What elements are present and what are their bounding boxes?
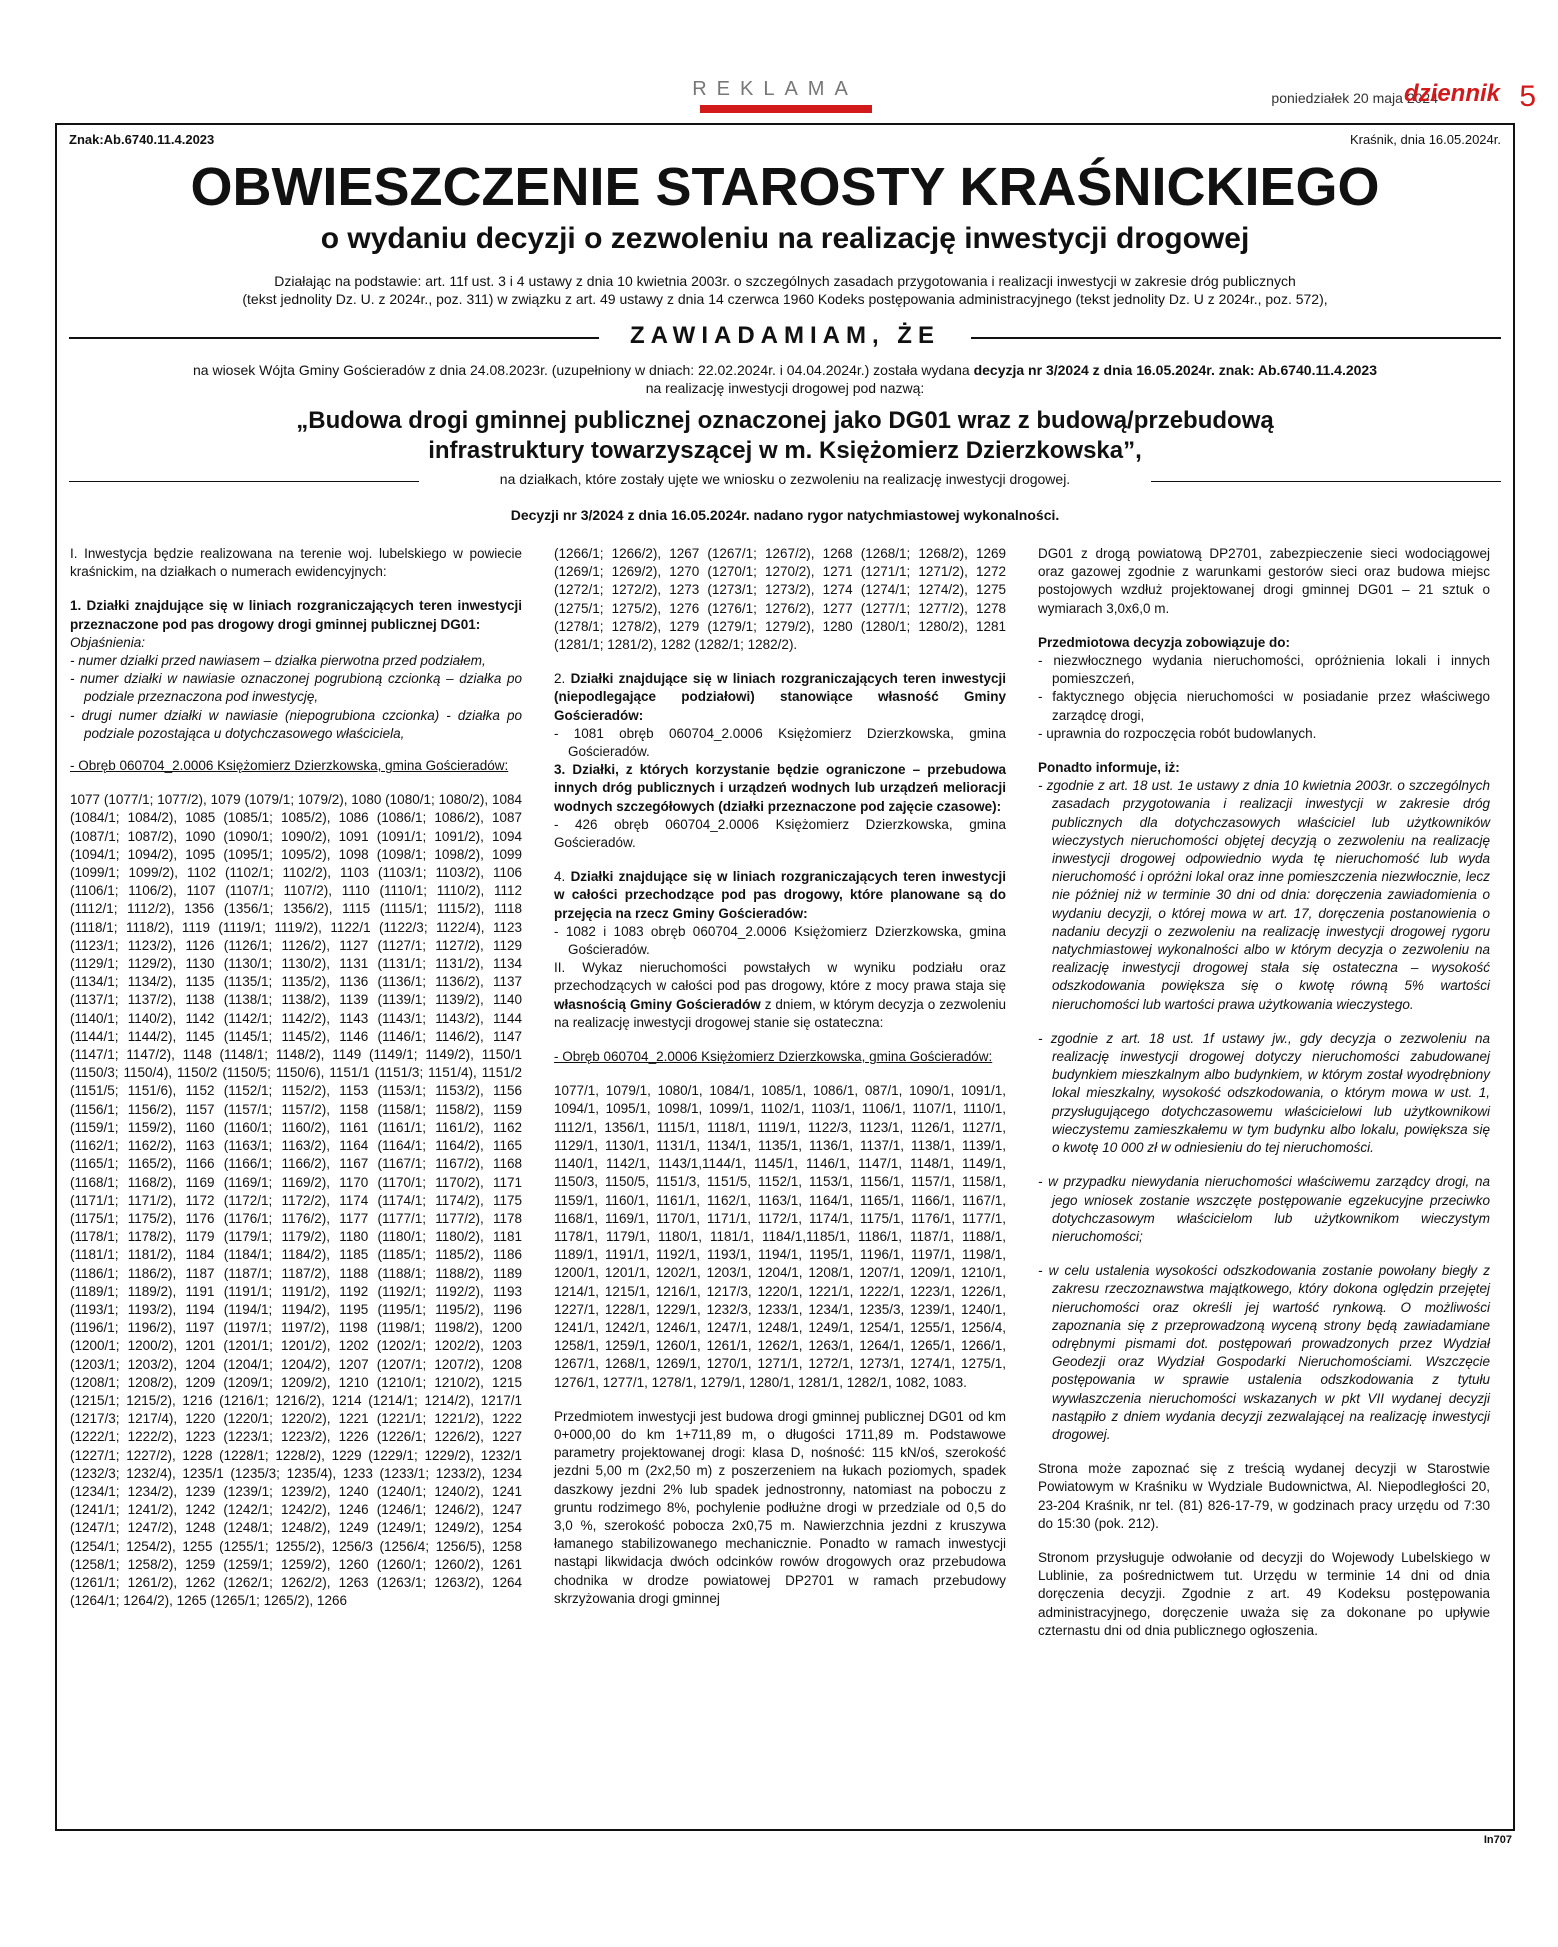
notice-subtitle: o wydaniu decyzji o zezwoleniu na realizację inwestycji drogowej <box>320 222 1250 255</box>
explanation-item: - numer działki przed nawiasem – działka pierwotna przed podziałem, <box>70 653 486 669</box>
information-item: - zgodnie z art. 18 ust. 1f ustawy jw., gdy decyzja o zezwoleniu na realizację inwestycji drogowej dotyczy nieruchomości zabudowanej budynkiem mieszkalnym albo budynkiem, w którym został wyodrębniony lokal mieszkalny, wysokość odszkodowania, o którym mowa w ust. 1, przysługującego dotychczasowemu właścicielowi lub użytkownikowi wieczystemu zamieszkałemu w tym budynku albo lokalu, powiększa się o kwotę 10 000 zł w odniesieniu do tej nieruchomości. <box>1038 1030 1490 1156</box>
information-title: Ponadto informuje, iż: <box>1038 760 1180 776</box>
information-item: - w przypadku niewydania nieruchomości właściwemu zarządcy drogi, na jego wniosek zostanie wszczęte postępowanie egzekucyjne przeciwko dotychczasowym właścicielom lub użytkownikom wieczystym nieruchomości; <box>1038 1174 1490 1244</box>
enforceability-note: Decyzji nr 3/2024 z dnia 16.05.2024r. nadano rygor natychmiastowej wykonalności. <box>510 507 1060 523</box>
section-3-heading: 3. Działki, z których korzystanie będzie ograniczone – przebudowa innych dróg publicznych i urządzeń wodnych lub urządzeń melioracji wodnych szczegółowych (działki przeznaczone pod zajęcie czasowe): <box>554 762 1006 814</box>
request-text: na wiosek Wójta Gminy Gościeradów z dnia 24.08.2023r. (uzupełniony w dniach: 22.02.2024r. i 04.04.2024r.) została wydana <box>193 362 974 378</box>
section-1-heading: 1. Działki znajdujące się w liniach rozgraniczających teren inwestycji przeznaczone pod pas drogowy drogi gminnej publicznej DG01: <box>70 598 522 632</box>
place-date: Kraśnik, dnia 16.05.2024r. <box>1349 132 1501 147</box>
section-number: 2. <box>554 671 571 687</box>
plots-note-row <box>69 471 1501 491</box>
section-ii-text <box>554 959 1006 1032</box>
section-title: Działki znajdujące się w liniach rozgraniczających teren inwestycji w całości przechodzące pod pas drogowy, które planowane są do przejęcia na rzecz Gminy Gościeradów: <box>554 869 1006 921</box>
parcel-list: 1077 (1077/1; 1077/2), 1079 (1079/1; 1079/2), 1080 (1080/1; 1080/2), 1084 (1084/1; 1084/2), 1085 (1085/1; 1085/2), 1086 (1086/1; 1086/2), 1087 (1087/1; 1087/2), 1090 (1090/1; 1090/2), 1091 (1091/1; 1091/2), 1094 (1094/1; 1094/2), 1095 (1095/1; 1095/2), 1098 (1098/1; 1098/2), 1099 (1099/1; 1099/2), 1102 (1102/1; 1102/2), 1103 (1103/1; 1103/2), 1106 (1106/1; 1106/2), 1107 (1107/1; 1107/2), 1110 (1110/1; 1110/2), 1112 (1112/1; 1112/2), 1356 (1356/1; 1356/2), 1115 (1115/1; 1115/2), 1118 (1118/1; 1118/2), 1119 (1119/1; 1119/2), 1122/1 (1122/3; 1122/4), 1123 (1123/1; 1123/2), 1126 (1126/1; 1126/2), 1127 (1127/1; 1127/2), 1129 (1129/1; 1129/2), 1130 (1130/1; 1130/2), 1131 (1131/1; 1131/2), 1134 (1134/1; 1134/2), 1135 (1135/1; 1135/2), 1136 (1136/1; 1136/2), 1137 (1137/1; 1137/2), 1138 (1138/1; 1138/2), 1139 (1139/1; 1139/2), 1140 (1140/1; 1140/2), 1142 (1142/1; 1142/2), 1143 (1143/1; 1143/2), 1144 (1144/1; 1144/2), 1145 (1145/1; 1145/2), 1146 (1146/1; 1146/2), 1147 (1147/1; 1147/2), 1148 (1148/1; 1148/2), 1149 (1149/1; 1149/2), 1150/1 (1150/3; 1150/4), 1150/2 (1150/5; 1150/6), 1151/1 (1151/3; 1151/4), 1151/2 (1151/5; 1151/6), 1152 (1152/1; 1152/2), 1153 (1153/1; 1153/2), 1156 (1156/1; 1156/2), 1157 (1157/1; 1157/2), 1158 (1158/1; 1158/2), 1159 (1159/1; 1159/2), 1160 (1160/1; 1160/2), 1161 (1161/1; 1161/2), 1162 (1162/1; 1162/2), 1163 (1163/1; 1163/2), 1164 (1164/1; 1164/2), 1165 (1165/1; 1165/2), 1166 (1166/1; 1166/2), 1167 (1167/1; 1167/2), 1168 (1168/1; 1168/2), 1169 (1169/1; 1169/2), 1170 (1170/1; 1170/2), 1171 (1171/1; 1171/2), 1172 (1172/1; 1172/2), 1174 (1174/1; 1174/2), 1175 (1175/1; 1175/2), 1176 (1176/1; 1176/2), 1177 (1177/1; 1177/2), 1178 (1178/1; 1178/2), 1179 (1179/1; 1179/2), 1180 (1180/1; 1180/2), 1181 (1181/1; 1181/2), 1184 (1184/1; 1184/2), 1185 (1185/1; 1185/2), 1186 (1186/1; 1186/2), 1187 (1187/1; 1187/2), 1188 (1188/1; 1188/2), 1189 (1189/1; 1189/2), 1191 (1191/1; 1191/2), 1192 (1192/1; 1192/2), 1193 (1193/1; 1193/2), 1194 (1194/1; 1194/2), 1195 (1195/1; 1195/2), 1196 (1196/1; 1196/2), 1197 (1197/1; 1197/2), 1198 (1198/1; 1198/2), 1200 (1200/1; 1200/2), 1201 (1201/1; 1201/2), 1202 (1202/1; 1202/2), 1203 (1203/1; 1203/2), 1204 (1204/1; 1204/2), 1207 (1207/1; 1207/2), 1208 (1208/1; 1208/2), 1209 (1209/1; 1209/2), 1210 (1210/1; 1210/2), 1215 (1215/1; 1215/2), 1216 (1216/1; 1216/2), 1214 (1214/1; 1214/2), 1217/1 (1217/3; 1217/4), 1220 (1220/1; 1220/2), 1221 (1221/1; 1221/2), 1222 (1222/1; 1222/2), 1223 (1223/1; 1223/2), 1226 (1226/1; 1226/2), 1227 (1227/1; 1227/2), 1228 (1228/1; 1228/2), 1229 (1229/1; 1229/2), 1232/1 (1232/3; 1232/4), 1235/1 (1235/3; 1235/4), 1233 (1233/1; 1233/2), 1234 (1234/1; 1234/2), 1239 (1239/1; 1239/2), 1240 (1240/1; 1240/2), 1241 (1241/1; 1241/2), 1242 (1242/1; 1242/2), 1246 (1246/1; 1246/2), 1247 (1247/1; 1247/2), 1248 (1248/1; 1248/2), 1249 (1249/1; 1249/2), 1254 (1254/1; 1254/2), 1255 (1255/1; 1255/2), 1256/3 (1256/4; 1256/5), 1258 (1258/1; 1258/2), 1259 (1259/1; 1259/2), 1260 (1260/1; 1260/2), 1261 (1261/1; 1261/2), 1262 (1262/1; 1262/2), 1263 (1263/1; 1263/2), 1264 (1264/1; 1264/2), 1265 (1265/1; 1265/2), 1266 <box>70 792 522 1609</box>
decision-ref: decyzja nr 3/2024 z dnia 16.05.2024r. znak: Ab.6740.11.4.2023 <box>973 362 1377 378</box>
section-ii-owner: własnością Gminy Gościeradów <box>554 996 761 1012</box>
section-label: REKLAMA <box>692 78 858 100</box>
issue-date: poniedziałek 20 maja 2024 <box>1271 90 1438 106</box>
column-3 <box>1038 545 1490 1656</box>
legal-basis-line: (tekst jednolity Dz. U. z 2024r., poz. 311) w związku z art. 49 ustawy z dnia 14 czerwca 1960 Kodeks postępowania administracyjnego (tekst jednolity Dz. U z 2024r., poz. 572), <box>242 291 1328 307</box>
explanations-title: Objaśnienia: <box>70 634 146 650</box>
section-4-heading <box>554 868 1006 923</box>
section-4-item: - 1082 i 1083 obręb 060704_2.0006 Księżomierz Dzierzkowska, gmina Gościeradów. <box>554 923 1006 958</box>
obligations-title: Przedmiotowa decyzja zobowiązuje do: <box>1038 634 1291 650</box>
obligation-item: - niezwłocznego wydania nieruchomości, opróżnienia lokali i innych pomieszczeń, <box>1038 653 1490 687</box>
column-1 <box>70 545 522 1626</box>
investment-name-line: infrastruktury towarzyszącej w m. Księżomierz Dzierzkowska”, <box>428 437 1142 464</box>
investment-description-continued: DG01 z drogą powiatową DP2701, zabezpieczenie sieci wodociągowej oraz gazowej zgodnie z warunkami gestorów sieci oraz budowa miejsc postojowych wzdłuż projektowanej drogi gminnej DG01 – 21 sztuk o wymiarach 3,0x6,0 m. <box>1038 546 1490 616</box>
explanation-item: - numer działki w nawiasie oznaczonej pogrubioną czcionką – działka po podziale przeznaczona pod inwestycję, <box>70 671 522 705</box>
section-ii-part: II. Wykaz nieruchomości powstałych w wyniku podziału oraz przechodzących w całości pod pas drogowy, które z mocy prawa staja się <box>554 960 1006 994</box>
section-3-item: - 426 obręb 060704_2.0006 Księżomierz Dzierzkowska, gmina Gościeradów. <box>554 816 1006 851</box>
page-header <box>0 0 1558 120</box>
investment-description: Przedmiotem inwestycji jest budowa drogi gminnej publicznej DG01 od km 0+000,00 do km 1+711,89 m, o długości 1711,89 m. Podstawowe parametry projektowanej drogi: klasa D, nośność: 115 kN/oś, szerokość jezdni 5,00 m (2x2,50 m) z poszerzeniem na łukach poziomych, spadek daszkowy jezdni 2% lub spadek jednostronny, natomiast na poboczu z gruntu rodzimego 8%, pochylenie podłużne drogi w przedziale od 0,5 do 3,0 %, szerokość pobocza 2x0,75 m. Nawierzchnia jezdni z kruszywa łamanego stabilizowanego mechanicznie. Ponadto w ramach inwestycji nastąpi likwidacja dwóch odcinków rowów drogowych oraz przebudowa chodnika w drodze powiatowej DP2701 w ramach przebudowy skrzyżowania drogi gminnej <box>554 1408 1006 1606</box>
legal-basis <box>97 272 1473 308</box>
information-item: - zgodnie z art. 18 ust. 1e ustawy z dnia 10 kwietnia 2003r. o szczególnych zasadach przygotowania i realizacji inwestycji w zakresie dróg publicznych dla dotychczasowych właściciel lub użytkowników wieczystych nieruchomości objętej decyzją o zezwoleniu na realizację inwestycji drogowej odpowiednio wyda tę nieruchomość lub wyda nieruchomość i opróżni lokal oraz inne pomieszczenia niezwłocznie, lecz nie później niż w terminie 30 dni od dnia: doręczenia zawiadomienia o wydaniu decyzji, o której mowa w art. 17, doręczenia postanowienia o nadaniu decyzji o zezwoleniu na realizację inwestycji drogowej rygoru natychmiastowej wykonalności albo w którym decyzja o zezwoleniu na realizację inwestycji drogowej stała się ostateczna – wysokość odszkodowania powiększa się o kwotę równą 5% wartości nieruchomości lub wartości prawa użytkowania wieczystego. <box>1038 778 1490 1012</box>
notice-frame <box>55 123 1515 1831</box>
announcement-heading <box>69 322 1501 352</box>
page-number: 5 <box>1519 80 1536 113</box>
notice-title: OBWIESZCZENIE STAROSTY KRAŚNICKIEGO <box>190 157 1380 217</box>
reference-number: Znak:Ab.6740.11.4.2023 <box>69 132 215 147</box>
precinct-label: - Obręb 060704_2.0006 Księżomierz Dzierzkowska, gmina Gościeradów: <box>70 758 509 774</box>
information-item: - w celu ustalenia wysokości odszkodowania zostanie powołany biegły z zakresu rzeczoznawstwa majątkowego, który dokona oględzin przejętej nieruchomości oraz określi jej wartość rynkową. O możliwości zapoznania się z przeprowadzoną wyceną strony będą zawiadamiane odrębnymi pismami dot. postępowań prowadzonych przez Wydział Geodezji oraz Wydział Gospodarki Nieruchomościami. Wszczęcie postępowania w sprawie ustalenia odszkodowania z tytułu wywłaszczenia nieruchomości wskazanych w pkt VII wydanej decyzji nastąpiło z dniem wydania decyzji zezwalającej na realizację inwestycji drogowej. <box>1038 1263 1490 1442</box>
investment-name <box>87 406 1483 466</box>
appeal-info: Stronom przysługuje odwołanie od decyzji do Wojewody Lubelskiego w Lublinie, za pośrednictwem tut. Urzędu w terminie 14 dni od dnia doręczenia decyzji. Zgodnie z art. 49 Kodeksu postępowania administracyjnego, doręczenie uważa się za dokonane po upływie czternastu dni od dnia publicznego ogłoszenia. <box>1038 1549 1490 1638</box>
legal-basis-line: Działając na podstawie: art. 11f ust. 3 i 4 ustawy z dnia 10 kwietnia 2003r. o szczególnych zasadach przygotowania i realizacji inwestycji w zakresie dróg publicznych <box>274 273 1296 289</box>
section-2-item: - 1081 obręb 060704_2.0006 Księżomierz Dzierzkowska, gmina Gościeradów. <box>554 725 1006 760</box>
obligation-item: - faktycznego objęcia nieruchomości w posiadanie przez właściwego zarządcę drogi, <box>1038 689 1490 723</box>
obligation-item: - uprawnia do rozpoczęcia robót budowlanych. <box>1038 725 1317 741</box>
section-accent-bar <box>700 105 872 113</box>
section-2-heading <box>554 670 1006 725</box>
newspaper-logo: dziennik <box>1403 80 1500 107</box>
intro-text: I. Inwestycja będzie realizowana na terenie woj. lubelskiego w powiecie kraśnickim, na działkach o numerach ewidencyjnych: <box>70 546 522 580</box>
investment-name-line: „Budowa drogi gminnej publicznej oznaczonej jako DG01 wraz z budową/przebudową <box>296 407 1274 434</box>
access-info: Strona może zapoznać się z treścią wydanej decyzji w Starostwie Powiatowym w Kraśniku w Wydziale Budownictwa, Al. Niepodległości 20, 23-204 Kraśnik, nr tel. (81) 826-17-79, w godzinach pracy urzędu od 7:30 do 15:30 (pok. 212). <box>1038 1461 1490 1531</box>
zawiadamiam-text: ZAWIADAMIAM, ŻE <box>630 322 940 349</box>
request-info <box>87 361 1483 397</box>
new-parcel-list: 1077/1, 1079/1, 1080/1, 1084/1, 1085/1, 1086/1, 087/1, 1090/1, 1091/1, 1094/1, 1095/1, 1098/1, 1099/1, 1102/1, 1103/1, 1106/1, 1107/1, 1110/1, 1112/1, 1356/1, 1115/1, 1118/1, 1119/1, 1122/3, 1123/1, 1126/1, 1127/1, 1129/1, 1130/1, 1131/1, 1134/1, 1135/1, 1136/1, 1137/1, 1138/1, 1139/1, 1140/1, 1142/1, 1143/1,1144/1, 1145/1, 1146/1, 1147/1, 1148/1, 1149/1, 1150/3, 1150/5, 1151/3, 1151/5, 1152/1, 1153/1, 1156/1, 1157/1, 1158/1, 1159/1, 1160/1, 1161/1, 1162/1, 1163/1, 1164/1, 1165/1, 1166/1, 1167/1, 1168/1, 1169/1, 1170/1, 1171/1, 1172/1, 1174/1, 1175/1, 1176/1, 1177/1, 1178/1, 1179/1, 1180/1, 1181/1, 1184/1,1185/1, 1186/1, 1187/1, 1188/1, 1189/1, 1191/1, 1192/1, 1193/1, 1194/1, 1195/1, 1196/1, 1197/1, 1198/1, 1200/1, 1201/1, 1202/1, 1203/1, 1204/1, 1208/1, 1207/1, 1209/1, 1210/1, 1214/1, 1215/1, 1216/1, 1217/3, 1220/1, 1221/1, 1222/1, 1223/1, 1226/1, 1227/1, 1228/1, 1229/1, 1232/3, 1233/1, 1234/1, 1235/3, 1239/1, 1240/1, 1241/1, 1242/1, 1246/1, 1247/1, 1248/1, 1249/1, 1254/1, 1255/1, 1256/4, 1258/1, 1259/1, 1260/1, 1261/1, 1262/1, 1263/1, 1264/1, 1265/1, 1266/1, 1267/1, 1268/1, 1269/1, 1270/1, 1271/1, 1272/1, 1273/1, 1274/1, 1275/1, 1276/1, 1277/1, 1278/1, 1279/1, 1280/1, 1281/1, 1282/1, 1082, 1083. <box>554 1083 1006 1390</box>
section-number: 4. <box>554 869 571 885</box>
plots-note: na działkach, które zostały ujęte we wniosku o zezwoleniu na realizację inwestycji drogowej. <box>499 471 1071 487</box>
explanation-item: - drugi numer działki w nawiasie (niepogrubiona czcionka) - działka po podziale pozostająca u dotychczasowego właściciela, <box>70 707 522 741</box>
request-text: na realizację inwestycji drogowej pod nazwą: <box>645 380 925 396</box>
section-ii-part: z dniem, w którym decyzja o zezwoleniu na realizację inwestycji drogowej stanie się ostateczna: <box>554 996 1006 1030</box>
ad-code: In707 <box>1483 1834 1512 1846</box>
parcel-list-continued: (1266/1; 1266/2), 1267 (1267/1; 1267/2), 1268 (1268/1; 1268/2), 1269 (1269/1; 1269/2), 1270 (1270/1; 1270/2), 1271 (1271/1; 1271/2), 1272 (1272/1; 1272/2), 1273 (1273/1; 1273/2), 1274 (1274/1; 1274/2), 1275 (1275/1; 1275/2), 1276 (1276/1; 1276/2), 1277 (1277/1; 1277/2), 1278 (1278/1; 1278/2), 1279 (1279/1; 1279/2), 1280 (1280/1; 1280/2), 1281 (1281/1; 1281/2), 1282 (1282/1; 1282/2). <box>554 546 1006 653</box>
precinct-label: - Obręb 060704_2.0006 Księżomierz Dzierzkowska, gmina Gościeradów: <box>554 1049 993 1065</box>
column-2 <box>554 545 1006 1624</box>
section-title: Działki znajdujące się w liniach rozgraniczających teren inwestycji (niepodlegające podziałowi) stanowiące własność Gminy Gościeradów: <box>554 671 1006 723</box>
